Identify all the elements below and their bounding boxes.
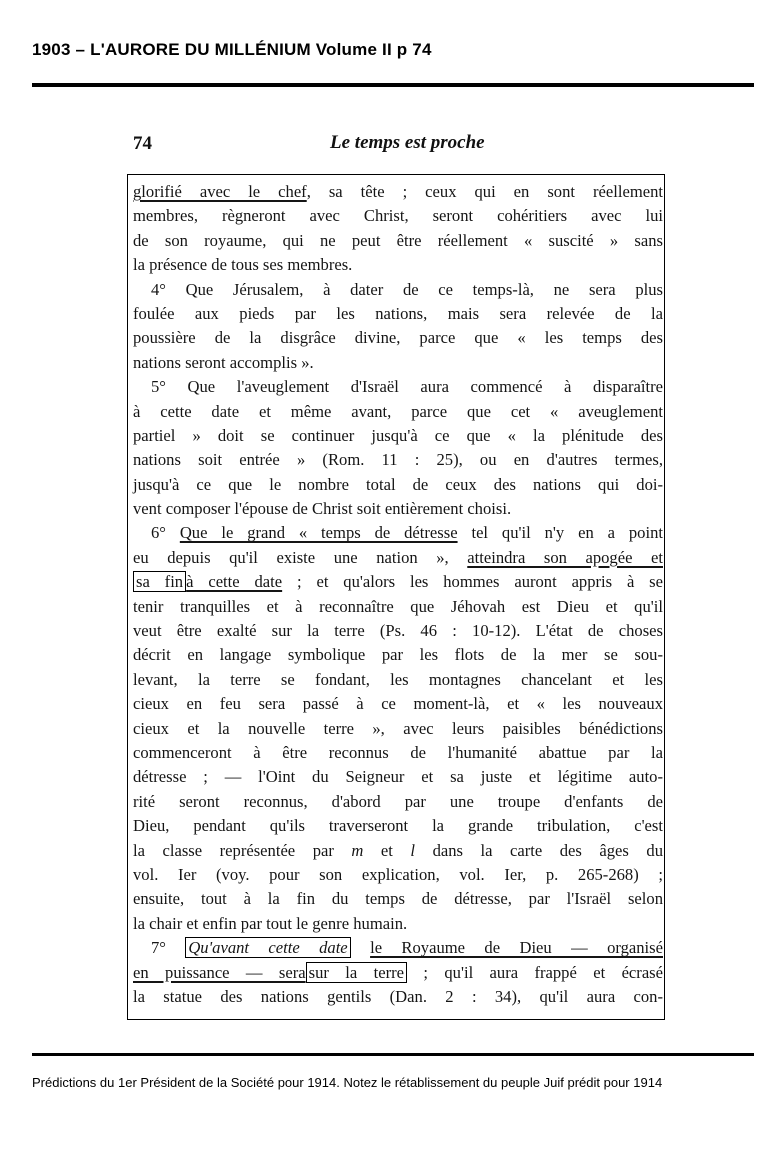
text-line: 4° Que Jérusalem, à dater de ce temps-là, ne sera plus <box>151 279 663 299</box>
text-line: à cette date et même avant, parce que cet « aveuglement <box>133 401 663 421</box>
scanned-page-text <box>133 180 663 1009</box>
text-line: nations seront accomplis ». <box>133 352 314 372</box>
underlined-phrase: en puissance — sera <box>133 962 306 982</box>
text-line: nations soit entrée » (Rom. 11 : 25), ou en d'autres termes, <box>133 450 663 470</box>
underlined-phrase: Que le grand « temps de détresse <box>179 523 458 543</box>
underlined-phrase: atteindra son apogée et <box>467 547 663 567</box>
header-rule <box>32 83 754 87</box>
text-line: de son royaume, qui ne peut être réellement « suscité » sans <box>133 230 663 250</box>
text-line: levant, la terre se fondant, les montagnes chancelant et les <box>133 669 663 689</box>
text-line: détresse ; — l'Oint du Seigneur et sa juste et légitime auto- <box>133 767 663 787</box>
text-line: commenceront à être reconnus de l'humanité abattue par la <box>133 742 663 762</box>
text-line: cieux en feu sera passé à ce moment-là, et « les nouveaux <box>133 694 663 714</box>
text-line: vol. Ier (voy. pour son explication, vol. Ier, p. 265-268) ; <box>133 864 663 884</box>
text-line: en puissance — sera sur la terre ; qu'il aura frappé et écrasé <box>133 962 664 982</box>
text-line: poussière de la disgrâce divine, parce que « les temps des <box>133 328 663 348</box>
text-line: Dieu, pendant qu'ils traverseront la grande tribulation, c'est <box>133 816 663 836</box>
text-line: 6° Que le grand « temps de détresse tel qu'il n'y en a point <box>151 523 663 543</box>
text-line: la classe représentée par m et l dans la carte des âges du <box>133 840 663 860</box>
text-line: ensuite, tout à la fin du temps de détresse, par l'Israël selon <box>133 889 663 909</box>
text-line: partiel » doit se continuer jusqu'à ce que « la plénitude des <box>133 425 663 445</box>
text-line: membres, règneront avec Christ, seront cohéritiers avec lui <box>133 206 663 226</box>
text-line: jusqu'à ce que le nombre total de ceux des nations qui doi- <box>133 474 663 494</box>
page-number: 74 <box>133 133 152 154</box>
footer-caption: Prédictions du 1er Président de la Société pour 1914. Notez le rétablissement du peuple Juif prédit pour 1914 <box>32 1075 663 1090</box>
text-line: glorifié avec le chef, sa tête ; ceux qui en sont réellement <box>133 182 663 201</box>
text-line: rité seront reconnus, d'abord par une troupe d'enfants de <box>133 791 663 811</box>
boxed-phrase: Qu'avant cette date <box>185 937 350 958</box>
boxed-phrase: sa fin <box>133 571 186 592</box>
text-line: 7° Qu'avant cette date le Royaume de Dieu — organisé <box>151 938 663 958</box>
text-line: cieux et la nouvelle terre », avec leurs paisibles bénédictions <box>133 718 663 738</box>
underlined-phrase: glorifié avec le chef <box>133 182 307 201</box>
text-line: foulée aux pieds par les nations, mais sera relevée de la <box>133 303 663 323</box>
text-line: sa fin à cette date ; et qu'alors les hommes auront appris à se <box>133 570 663 594</box>
text-line: 5° Que l'aveuglement d'Israël aura commencé à disparaître <box>151 377 663 397</box>
text-line: tenir tranquilles et à reconnaître que Jéhovah est Dieu et qu'il <box>133 596 663 616</box>
underlined-phrase: à cette date <box>186 572 283 592</box>
document-header: 1903 – L'AURORE DU MILLÉNIUM Volume II p 74 <box>32 40 432 59</box>
underlined-phrase: le Royaume de Dieu — organisé <box>370 938 663 958</box>
footer-rule <box>32 1053 754 1056</box>
text-line: la statue des nations gentils (Dan. 2 : 34), qu'il aura con- <box>133 986 663 1006</box>
boxed-phrase: sur la terre <box>306 962 407 983</box>
text-line: eu depuis qu'il existe une nation », atteindra son apogée et <box>133 547 663 567</box>
text-line: la chair et enfin par tout le genre humain. <box>133 913 408 933</box>
text-line: veut être exalté sur la terre (Ps. 46 : 10-12). L'état de choses <box>133 621 663 641</box>
text-line: décrit en langage symbolique par les flots de la mer se sou- <box>133 645 663 665</box>
text-line: la présence de tous ses membres. <box>133 255 353 275</box>
text-line: vent composer l'épouse de Christ soit entièrement choisi. <box>133 499 512 519</box>
running-head: Le temps est proche <box>330 132 485 153</box>
